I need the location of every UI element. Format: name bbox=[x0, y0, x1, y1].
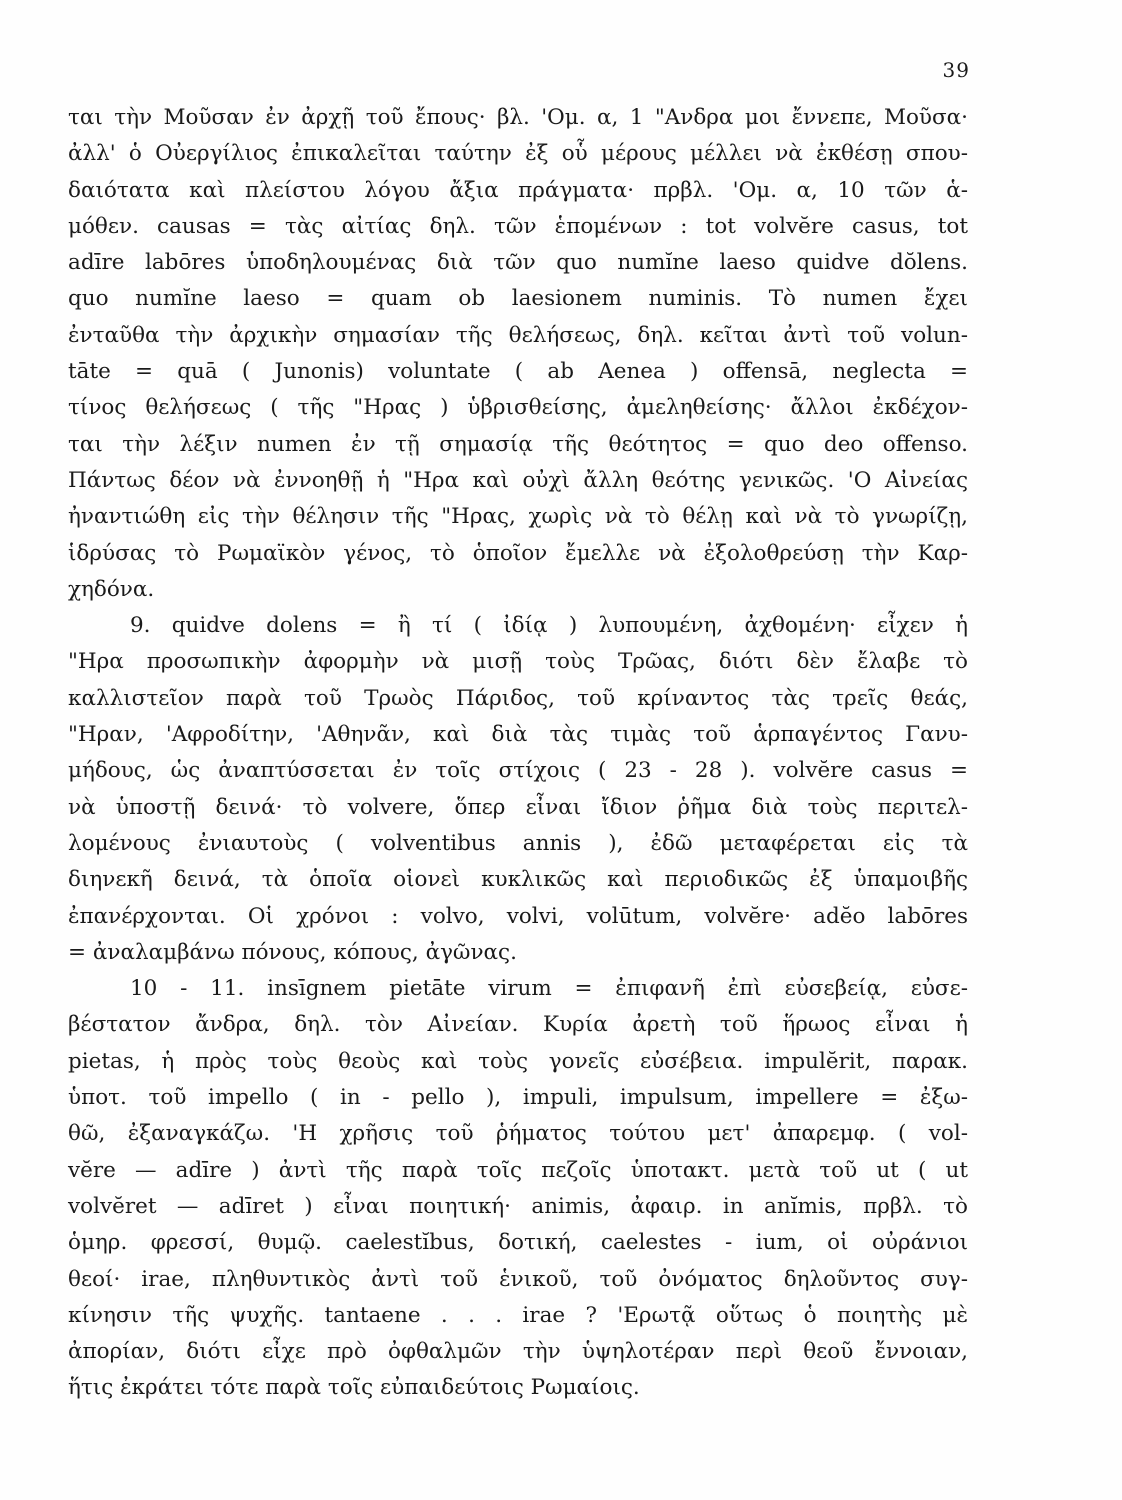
text-line: tāte = quā ( Junonis) voluntate ( ab Aenea ) offensā, neglecta = bbox=[68, 359, 968, 385]
text-line: ἀπορίαν, διότι εἶχε πρὸ ὀφθαλμῶν τὴν ὑψηλοτέραν περὶ θεοῦ ἔννοιαν, bbox=[68, 1339, 968, 1365]
text-line: μήδους, ὡς ἀναπτύσσεται ἐν τοῖς στίχοις ( 23 - 28 ). volvĕre casus = bbox=[68, 758, 968, 784]
text-line: ὑποτ. τοῦ impello ( in - pello ), impuli, impulsum, impellere = ἐξω- bbox=[68, 1085, 968, 1111]
commentary-text bbox=[68, 100, 968, 1407]
text-line: "Ηρα προσωπικὴν ἀφορμὴν νὰ μισῇ τοὺς Τρῶας, διότι δὲν ἔλαβε τὸ bbox=[68, 649, 968, 675]
text-line: θεοί· irae, πληθυντικὸς ἀντὶ τοῦ ἑνικοῦ, τοῦ ὀνόματος δηλοῦντος συγ- bbox=[68, 1266, 968, 1292]
text-line: λομένους ἐνιαυτοὺς ( volventibus annis ), ἐδῶ μεταφέρεται εἰς τὰ bbox=[68, 830, 968, 856]
text-line: Πάντως δέον νὰ ἐννοηθῇ ἡ "Ηρα καὶ οὐχὶ ἄλλη θεότης γενικῶς. 'Ο Αἰνείας bbox=[68, 467, 968, 493]
text-line: quo numĭne laeso = quam ob laesionem numinis. Τὸ numen ἔχει bbox=[68, 286, 968, 312]
text-line: ἠναντιώθη εἰς τὴν θέλησιν τῆς "Ηρας, χωρὶς νὰ τὸ θέλῃ καὶ νὰ τὸ γνωρίζῃ, bbox=[68, 504, 968, 530]
text-line: μόθεν. causas = τὰς αἰτίας δηλ. τῶν ἑπομένων : tot volvĕre casus, tot bbox=[68, 213, 968, 239]
text-line: δαιότατα καὶ πλείστου λόγου ἄξια πράγματα· πρβλ. 'Ομ. α, 10 τῶν ἁ- bbox=[68, 177, 968, 203]
text-line: ἐπανέρχονται. Οἱ χρόνοι : volvo, volvi, volūtum, volvĕre· adĕo labōres bbox=[68, 903, 968, 929]
text-line: νὰ ὑποστῇ δεινά· τὸ volvere, ὅπερ εἶναι ἴδιον ῥῆμα διὰ τοὺς περιτελ- bbox=[68, 794, 968, 820]
text-line: ται τὴν Μοῦσαν ἐν ἀρχῇ τοῦ ἔπους· βλ. 'Ομ. α, 1 "Ανδρα μοι ἔννεπε, Μοῦσα· bbox=[68, 105, 968, 130]
text-line: κίνησιν τῆς ψυχῆς. tantaene . . . irae ? 'Ερωτᾷ οὕτως ὁ ποιητὴς μὲ bbox=[68, 1302, 968, 1328]
text-line: pietas, ἡ πρὸς τοὺς θεοὺς καὶ τοὺς γονεῖς εὐσέβεια. impulĕrit, παρακ. bbox=[68, 1048, 968, 1074]
text-line: ἥτις ἐκράτει τότε παρὰ τοῖς εὐπαιδεύτοις Ρωμαίοις. bbox=[68, 1375, 640, 1401]
text-line: ται τὴν λέξιν numen ἐν τῇ σημασίᾳ τῆς θεότητος = quo deo offenso. bbox=[68, 431, 968, 457]
text-line: θῶ, ἐξαναγκάζω. 'Η χρῆσις τοῦ ῥήματος τούτου μετ' ἀπαρεμφ. ( vol- bbox=[68, 1121, 968, 1147]
text-line: χηδόνα. bbox=[68, 576, 155, 602]
text-line: βέστατον ἄνδρα, δηλ. τὸν Αἰνείαν. Κυρία ἀρετὴ τοῦ ἥρωος εἶναι ἡ bbox=[68, 1012, 968, 1038]
text-line: ἀλλ' ὁ Οὐεργίλιος ἐπικαλεῖται ταύτην ἐξ οὗ μέρους μέλλει νὰ ἐκθέσῃ σπου- bbox=[68, 141, 968, 167]
text-line: ὁμηρ. φρεσσί, θυμῷ. caelestĭbus, δοτική, caelestes - ium, οἱ οὐράνιοι bbox=[68, 1230, 968, 1256]
text-line: ἱδρύσας τὸ Ρωμαϊκὸν γένος, τὸ ὁποῖον ἔμελλε νὰ ἐξολοθρεύσῃ τὴν Καρ- bbox=[68, 540, 968, 566]
text-line: ἐνταῦθα τὴν ἀρχικὴν σημασίαν τῆς θελήσεως, δηλ. κεῖται ἀντὶ τοῦ volun- bbox=[68, 322, 968, 348]
text-line: volvĕret — adīret ) εἶναι ποιητική· animis, ἀφαιρ. in anĭmis, πρβλ. τὸ bbox=[68, 1193, 968, 1219]
paragraph-9-first-line: 9. quidve dolens = ἢ τί ( ἰδίᾳ ) λυπουμένη, ἀχθομένη· εἶχεν ἡ bbox=[130, 613, 968, 639]
text-line: διηνεκῆ δεινά, τὰ ὁποῖα οἱονεὶ κυκλικῶς καὶ περιοδικῶς ἐξ ὑπαμοιβῆς bbox=[68, 867, 968, 893]
text-line: "Ηραν, 'Αφροδίτην, 'Αθηνᾶν, καὶ διὰ τὰς τιμὰς τοῦ ἁρπαγέντος Γανυ- bbox=[68, 722, 968, 748]
text-line: τίνος θελήσεως ( τῆς "Ηρας ) ὑβρισθείσης, ἀμεληθείσης· ἄλλοι ἐκδέχον- bbox=[68, 395, 968, 421]
page-number: 39 bbox=[942, 58, 970, 82]
paragraph-10-11-first-line: 10 - 11. insīgnem pietāte virum = ἐπιφανῆ ἐπὶ εὐσεβείᾳ, εὐσε- bbox=[130, 976, 968, 1002]
text-line: adīre labōres ὑποδηλουμένας διὰ τῶν quo numĭne laeso quidve dŏlens. bbox=[68, 250, 968, 276]
text-line: vĕre — adīre ) ἀντὶ τῆς παρὰ τοῖς πεζοῖς ὑποτακτ. μετὰ τοῦ ut ( ut bbox=[68, 1157, 968, 1183]
text-line: = ἀναλαμβάνω πόνους, κόπους, ἀγῶνας. bbox=[68, 939, 517, 965]
text-line: καλλιστεῖον παρὰ τοῦ Τρωὸς Πάριδος, τοῦ κρίναντος τὰς τρεῖς θεάς, bbox=[68, 685, 968, 711]
